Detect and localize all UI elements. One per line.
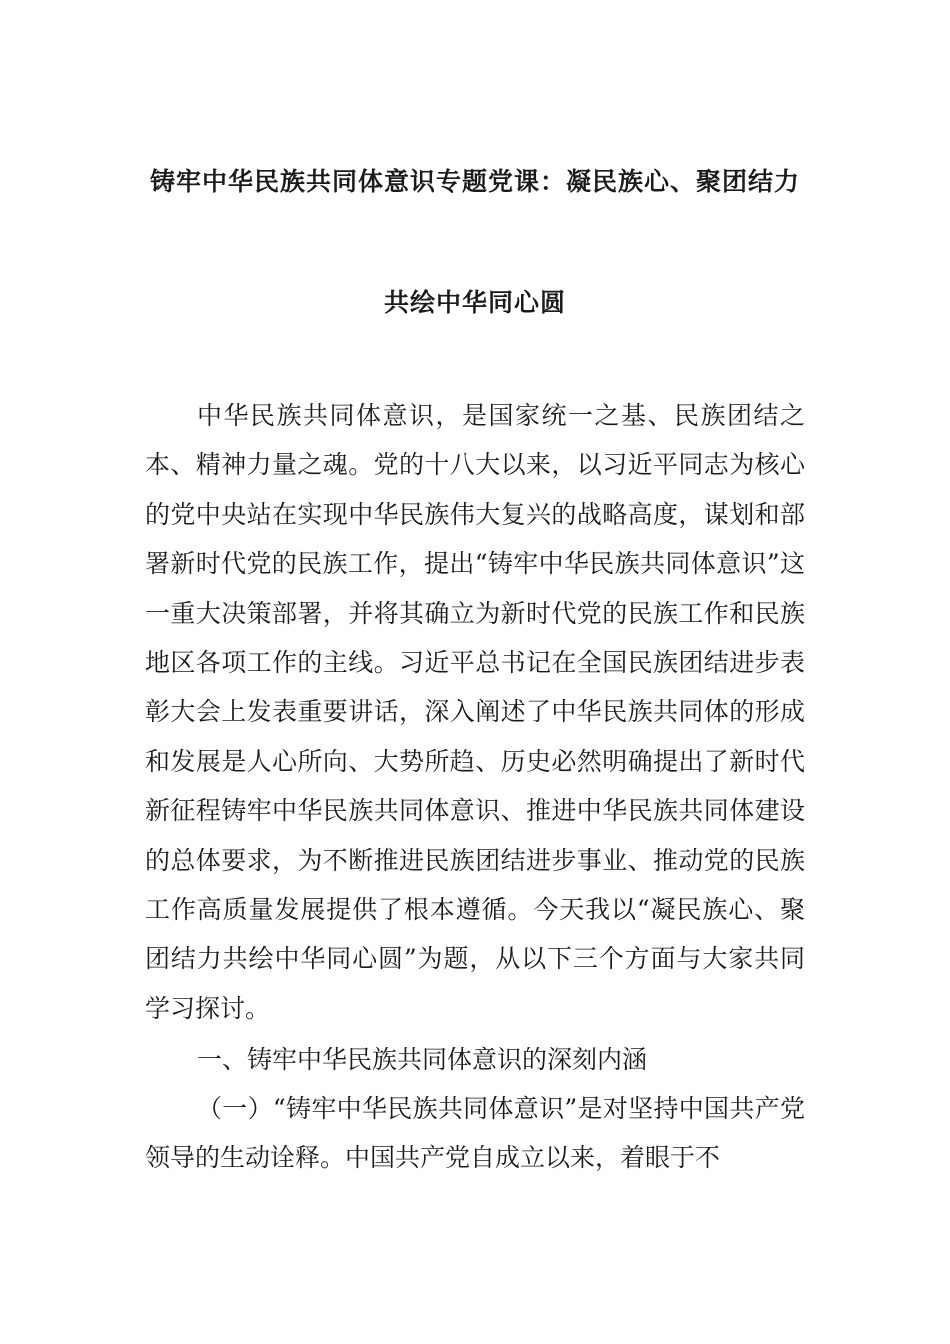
document-title-line-1: 铸牢中华民族共同体意识专题党课：凝民族心、聚团结力 xyxy=(149,167,800,196)
intro-paragraph: 中华民族共同体意识，是国家统一之基、民族团结之本、精神力量之魂。党的十八大以来，以习近平同志为核心的党中央站在实现中华民族伟大复兴的战略高度，谋划和部署新时代党的民族工作，提出“铸牢中华民族共同体意识”这一重大决策部署，并将其确立为新时代党的民族工作和民族地区各项工作的主线。习近平总书记在全国民族团结进步表彰大会上发表重要讲话，深入阐述了中华民族共同体的形成和发展是人心所向、大势所趋、历史必然明确提出了新时代新征程铸牢中华民族共同体意识、推进中华民族共同体建设的总体要求，为不断推进民族团结进步事业、推动党的民族工作高质量发展提供了根本遵循。今天我以“凝民族心、聚团结力共绘中华同心圆”为题，从以下三个方面与大家共同学习探讨。 xyxy=(145,401,805,1023)
section-heading: 一、铸牢中华民族共同体意识的深刻内涵 xyxy=(197,1045,648,1074)
subsection-paragraph: （一）“铸牢中华民族共同体意识”是对坚持中国共产党领导的生动诠释。中国共产党自成立以来，着眼于不 xyxy=(145,1094,805,1173)
document-title-line-2: 共绘中华同心圆 xyxy=(383,288,566,317)
